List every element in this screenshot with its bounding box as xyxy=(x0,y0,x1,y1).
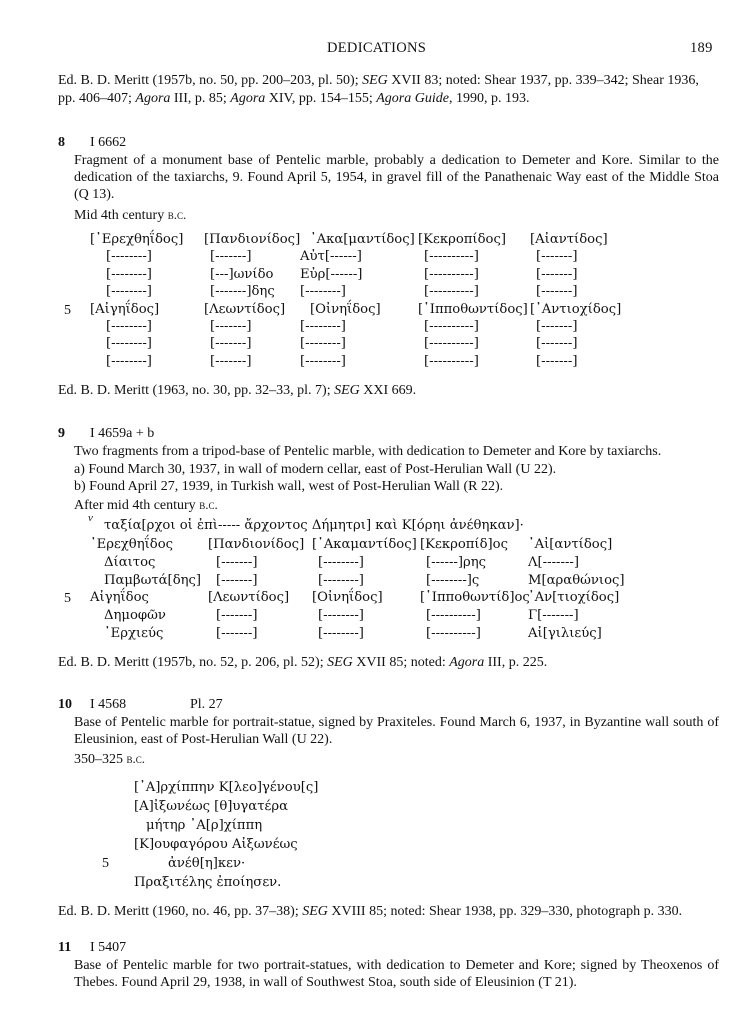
entry-8-cell-r2-c4: [----------] xyxy=(424,249,479,265)
entry-9-cell-r3-c4: [--------]ς xyxy=(426,572,480,588)
entry-9-cell-r1-c1: ᾿Ερεχθηΐδος xyxy=(90,537,174,552)
entry-9-find-b: b) Found April 27, 1939, in Turkish wall, west of Post-Herulian Wall (R 22). xyxy=(74,479,504,494)
entry-8-cell-r4-c3: [--------] xyxy=(300,284,346,300)
entry-8-cell-r8-c3: [--------] xyxy=(300,353,346,369)
entry-8-cell-r1-c2: [Πανδιονίδος] xyxy=(204,232,301,247)
entry-9-cell-r1-c4: [Κεκροπίδ]ος xyxy=(420,537,509,552)
entry-10-line-4: [Κ]ουφαγόρου Αἰξωνέως xyxy=(134,837,298,852)
entry-8-cell-r3-c5: [-------] xyxy=(536,266,578,282)
entry-8-cell-r7-c4: [----------] xyxy=(424,336,479,352)
entry-8-cell-r5-c2: [Λεωντίδος] xyxy=(204,301,286,317)
entry-9-line-number: 5 xyxy=(64,591,71,606)
entry-10-line-2: [Α]ἰξωνέως [θ]υγατέρα xyxy=(134,799,289,814)
entry-9-cell-r4-c1: Αἰγηΐδος xyxy=(90,590,149,606)
entry-10-line-3: μήτηρ ᾿Α[ρ]χίππη xyxy=(146,818,263,833)
entry-9-cell-r1-c2: [Πανδιονίδος] xyxy=(208,537,305,552)
entry-8-cell-r7-c2: [-------] xyxy=(210,336,252,352)
entry-9-cell-r3-c1: Παμβωτά[δης] xyxy=(104,572,202,588)
entry-9-cell-r4-c3: [Οἰνηΐδος] xyxy=(312,590,383,606)
entry-10-number: 10 xyxy=(58,697,72,712)
running-title: DEDICATIONS xyxy=(327,40,427,56)
entry-8-cell-r4-c1: [--------] xyxy=(106,284,152,300)
entry-9-cell-r1-c5: ᾿Αἰ[αντίδος] xyxy=(528,537,613,552)
entry-8-description: Fragment of a monument base of Pentelic marble, probably a dedication to Demeter and Kore. Similar to the dedication of the taxiarchs, 9. Found April 5, 1954, in gravel fill of the Panathenaic Way east of the Middle Stoa (Q 13). xyxy=(74,153,719,202)
entry-10-description: Base of Pentelic marble for portrait-statue, signed by Praxiteles. Found March 6, 1937, in Byzantine wall south of Eleusinion, east of Post-Herulian Wall (U 22). xyxy=(74,715,719,747)
entry-9-cell-r1-c3: [᾿Ακαμαντίδος] xyxy=(312,537,417,552)
entry-9-cell-r2-c5: Λ[-------] xyxy=(528,554,580,570)
entry-9-cell-r4-c2: [Λεωντίδος] xyxy=(208,590,290,606)
entry-9-find-a: a) Found March 30, 1937, in wall of modern cellar, east of Post-Herulian Wall (U 22). xyxy=(74,462,557,477)
entry-8-cell-r8-c4: [----------] xyxy=(424,353,479,369)
entry-11-number: 11 xyxy=(58,940,72,955)
entry-9-cell-r6-c1: ᾿Ερχιεύς xyxy=(104,626,164,641)
entry-9-cell-r5-c4: [----------] xyxy=(426,608,481,624)
entry-9-cell-r2-c3: [--------] xyxy=(318,554,364,570)
entry-9-cell-r6-c5: Αἰ[γιλιεύς] xyxy=(528,626,602,641)
entry-8-cell-r3-c1: [--------] xyxy=(106,266,152,282)
entry-8-cell-r1-c1: [᾿Ερεχθηΐδος] xyxy=(90,232,184,247)
entry-9-cell-r5-c2: [-------] xyxy=(216,608,258,624)
entry-9-date: After mid 4th century b.c. xyxy=(74,497,218,513)
entry-8-cell-r5-c3: [Οἰνηΐδος] xyxy=(310,301,381,317)
entry-8-cell-r5-c4: [῾Ιπποθωντίδος] xyxy=(418,301,528,317)
entry-9-cell-r3-c2: [-------] xyxy=(216,572,258,588)
entry-10-plate: Pl. 27 xyxy=(190,697,223,712)
entry-8-cell-r7-c1: [--------] xyxy=(106,336,152,352)
entry-11-description: Base of Pentelic marble for two portrait-statues, with dedication to Demeter and Kore; signed by Theoxenos of Thebes. Found April 29, 1938, in wall of Southwest Stoa, south side of Eleusinion (T 21). xyxy=(74,958,719,990)
entry-9-cell-r6-c4: [----------] xyxy=(426,626,481,641)
prev-reference-line-1: Ed. B. D. Meritt (1957b, no. 50, pp. 200–203, pl. 50); SEG XVII 83; noted: Shear 1937, pp. 339–342; Shear 1936, xyxy=(58,73,699,88)
entry-9-cell-r3-c3: [--------] xyxy=(318,572,364,588)
entry-9-cell-r5-c1: Δημοφῶν xyxy=(104,608,166,624)
entry-8-number: 8 xyxy=(58,135,65,150)
entry-9-cell-r3-c5: Μ[αραθώνιος] xyxy=(528,572,625,588)
entry-9-inventory: I 4659a + b xyxy=(90,426,155,441)
entry-8-cell-r3-c4: [----------] xyxy=(424,266,479,282)
entry-8-cell-r6-c5: [-------] xyxy=(536,319,578,334)
entry-8-reference: Ed. B. D. Meritt (1963, no. 30, pp. 32–33, pl. 7); SEG XXI 669. xyxy=(58,383,417,398)
entry-9-vacat-mark: v xyxy=(88,512,93,524)
entry-8-cell-r8-c1: [--------] xyxy=(106,353,152,369)
entry-8-inventory: I 6662 xyxy=(90,135,127,150)
entry-8-cell-r3-c2: [---]ωνίδο xyxy=(210,266,274,282)
prev-reference-line-2: pp. 406–407; Agora III, p. 85; Agora XIV, pp. 154–155; Agora Guide, 1990, p. 193. xyxy=(58,91,530,106)
entry-8-cell-r1-c3: ᾿Ακα[μαντίδος] xyxy=(310,232,415,247)
entry-10-line-5: ἀνέθ[η]κεν· xyxy=(168,856,246,871)
entry-8-cell-r8-c5: [-------] xyxy=(536,353,578,369)
entry-10-inventory: I 4568 xyxy=(90,697,127,712)
entry-9-cell-r6-c3: [--------] xyxy=(318,626,364,641)
entry-8-cell-r4-c4: [----------] xyxy=(424,284,479,300)
entry-10-line-number: 5 xyxy=(102,856,109,871)
entry-10-line-1: [᾿Α]ρχίππην Κ[λεο]γένου[ς] xyxy=(134,780,319,795)
page-number: 189 xyxy=(690,40,713,56)
entry-9-reference: Ed. B. D. Meritt (1957b, no. 52, p. 206, pl. 52); SEG XVII 85; noted: Agora III, p. 225. xyxy=(58,655,548,670)
entry-8-date: Mid 4th century b.c. xyxy=(74,207,187,223)
entry-9-description: Two fragments from a tripod-base of Pentelic marble, with dedication to Demeter and Kore by taxiarchs. xyxy=(74,444,662,459)
entry-8-cell-r2-c2: [-------] xyxy=(210,249,252,265)
entry-8-cell-r6-c2: [-------] xyxy=(210,319,252,334)
entry-10-date: 350–325 b.c. xyxy=(74,751,146,767)
entry-9-number: 9 xyxy=(58,426,65,441)
entry-8-cell-r6-c1: [--------] xyxy=(106,319,152,334)
entry-9-cell-r2-c1: Δίαιτος xyxy=(104,554,156,570)
entry-8-cell-r1-c5: [Αἰαντίδος] xyxy=(530,232,608,247)
entry-8-cell-r4-c5: [-------] xyxy=(536,284,578,300)
entry-9-cell-r5-c3: [--------] xyxy=(318,608,364,624)
entry-9-cell-r4-c5: ᾿Αν[τιοχίδος] xyxy=(528,590,620,606)
entry-9-cell-r6-c2: [-------] xyxy=(216,626,258,641)
entry-8-cell-r1-c4: [Κεκροπίδος] xyxy=(418,232,507,247)
entry-8-cell-r7-c3: [--------] xyxy=(300,336,346,352)
entry-8-cell-r7-c5: [-------] xyxy=(536,336,578,352)
entry-9-cell-r5-c5: Γ[-------] xyxy=(528,608,579,624)
entry-8-cell-r6-c4: [----------] xyxy=(424,319,479,334)
entry-11-inventory: I 5407 xyxy=(90,940,127,955)
entry-8-cell-r3-c3: Εὐρ[------] xyxy=(300,266,363,282)
entry-9-cell-r4-c4: [῾Ιπποθωντίδ]ος xyxy=(420,590,530,606)
entry-10-reference: Ed. B. D. Meritt (1960, no. 46, pp. 37–38); SEG XVIII 85; noted: Shear 1938, pp. 329–330, photograph p. 330. xyxy=(58,904,683,919)
entry-8-line-number: 5 xyxy=(64,303,71,318)
entry-10-line-6: Πραξιτέλης ἐποίησεν. xyxy=(134,875,282,890)
entry-9-cell-r2-c2: [-------] xyxy=(216,554,258,570)
entry-9-headline: ταξία[ρχοι οἱ ἐπὶ----- ἄρχοντος Δήμητρι] καὶ Κ[όρηι ἀνέθηκαν]· xyxy=(104,518,524,533)
entry-8-cell-r4-c2: [-------]δης xyxy=(210,284,275,300)
entry-8-cell-r6-c3: [--------] xyxy=(300,319,346,334)
entry-9-cell-r2-c4: [------]ρης xyxy=(426,554,487,570)
entry-8-cell-r2-c3: Αὐτ[------] xyxy=(300,249,362,265)
entry-8-cell-r2-c5: [-------] xyxy=(536,249,578,265)
entry-8-cell-r8-c2: [-------] xyxy=(210,353,252,369)
entry-8-cell-r5-c5: [᾿Αντιοχίδος] xyxy=(530,301,622,317)
entry-8-cell-r5-c1: [Αἰγηΐδος] xyxy=(90,301,160,317)
entry-8-cell-r2-c1: [--------] xyxy=(106,249,152,265)
